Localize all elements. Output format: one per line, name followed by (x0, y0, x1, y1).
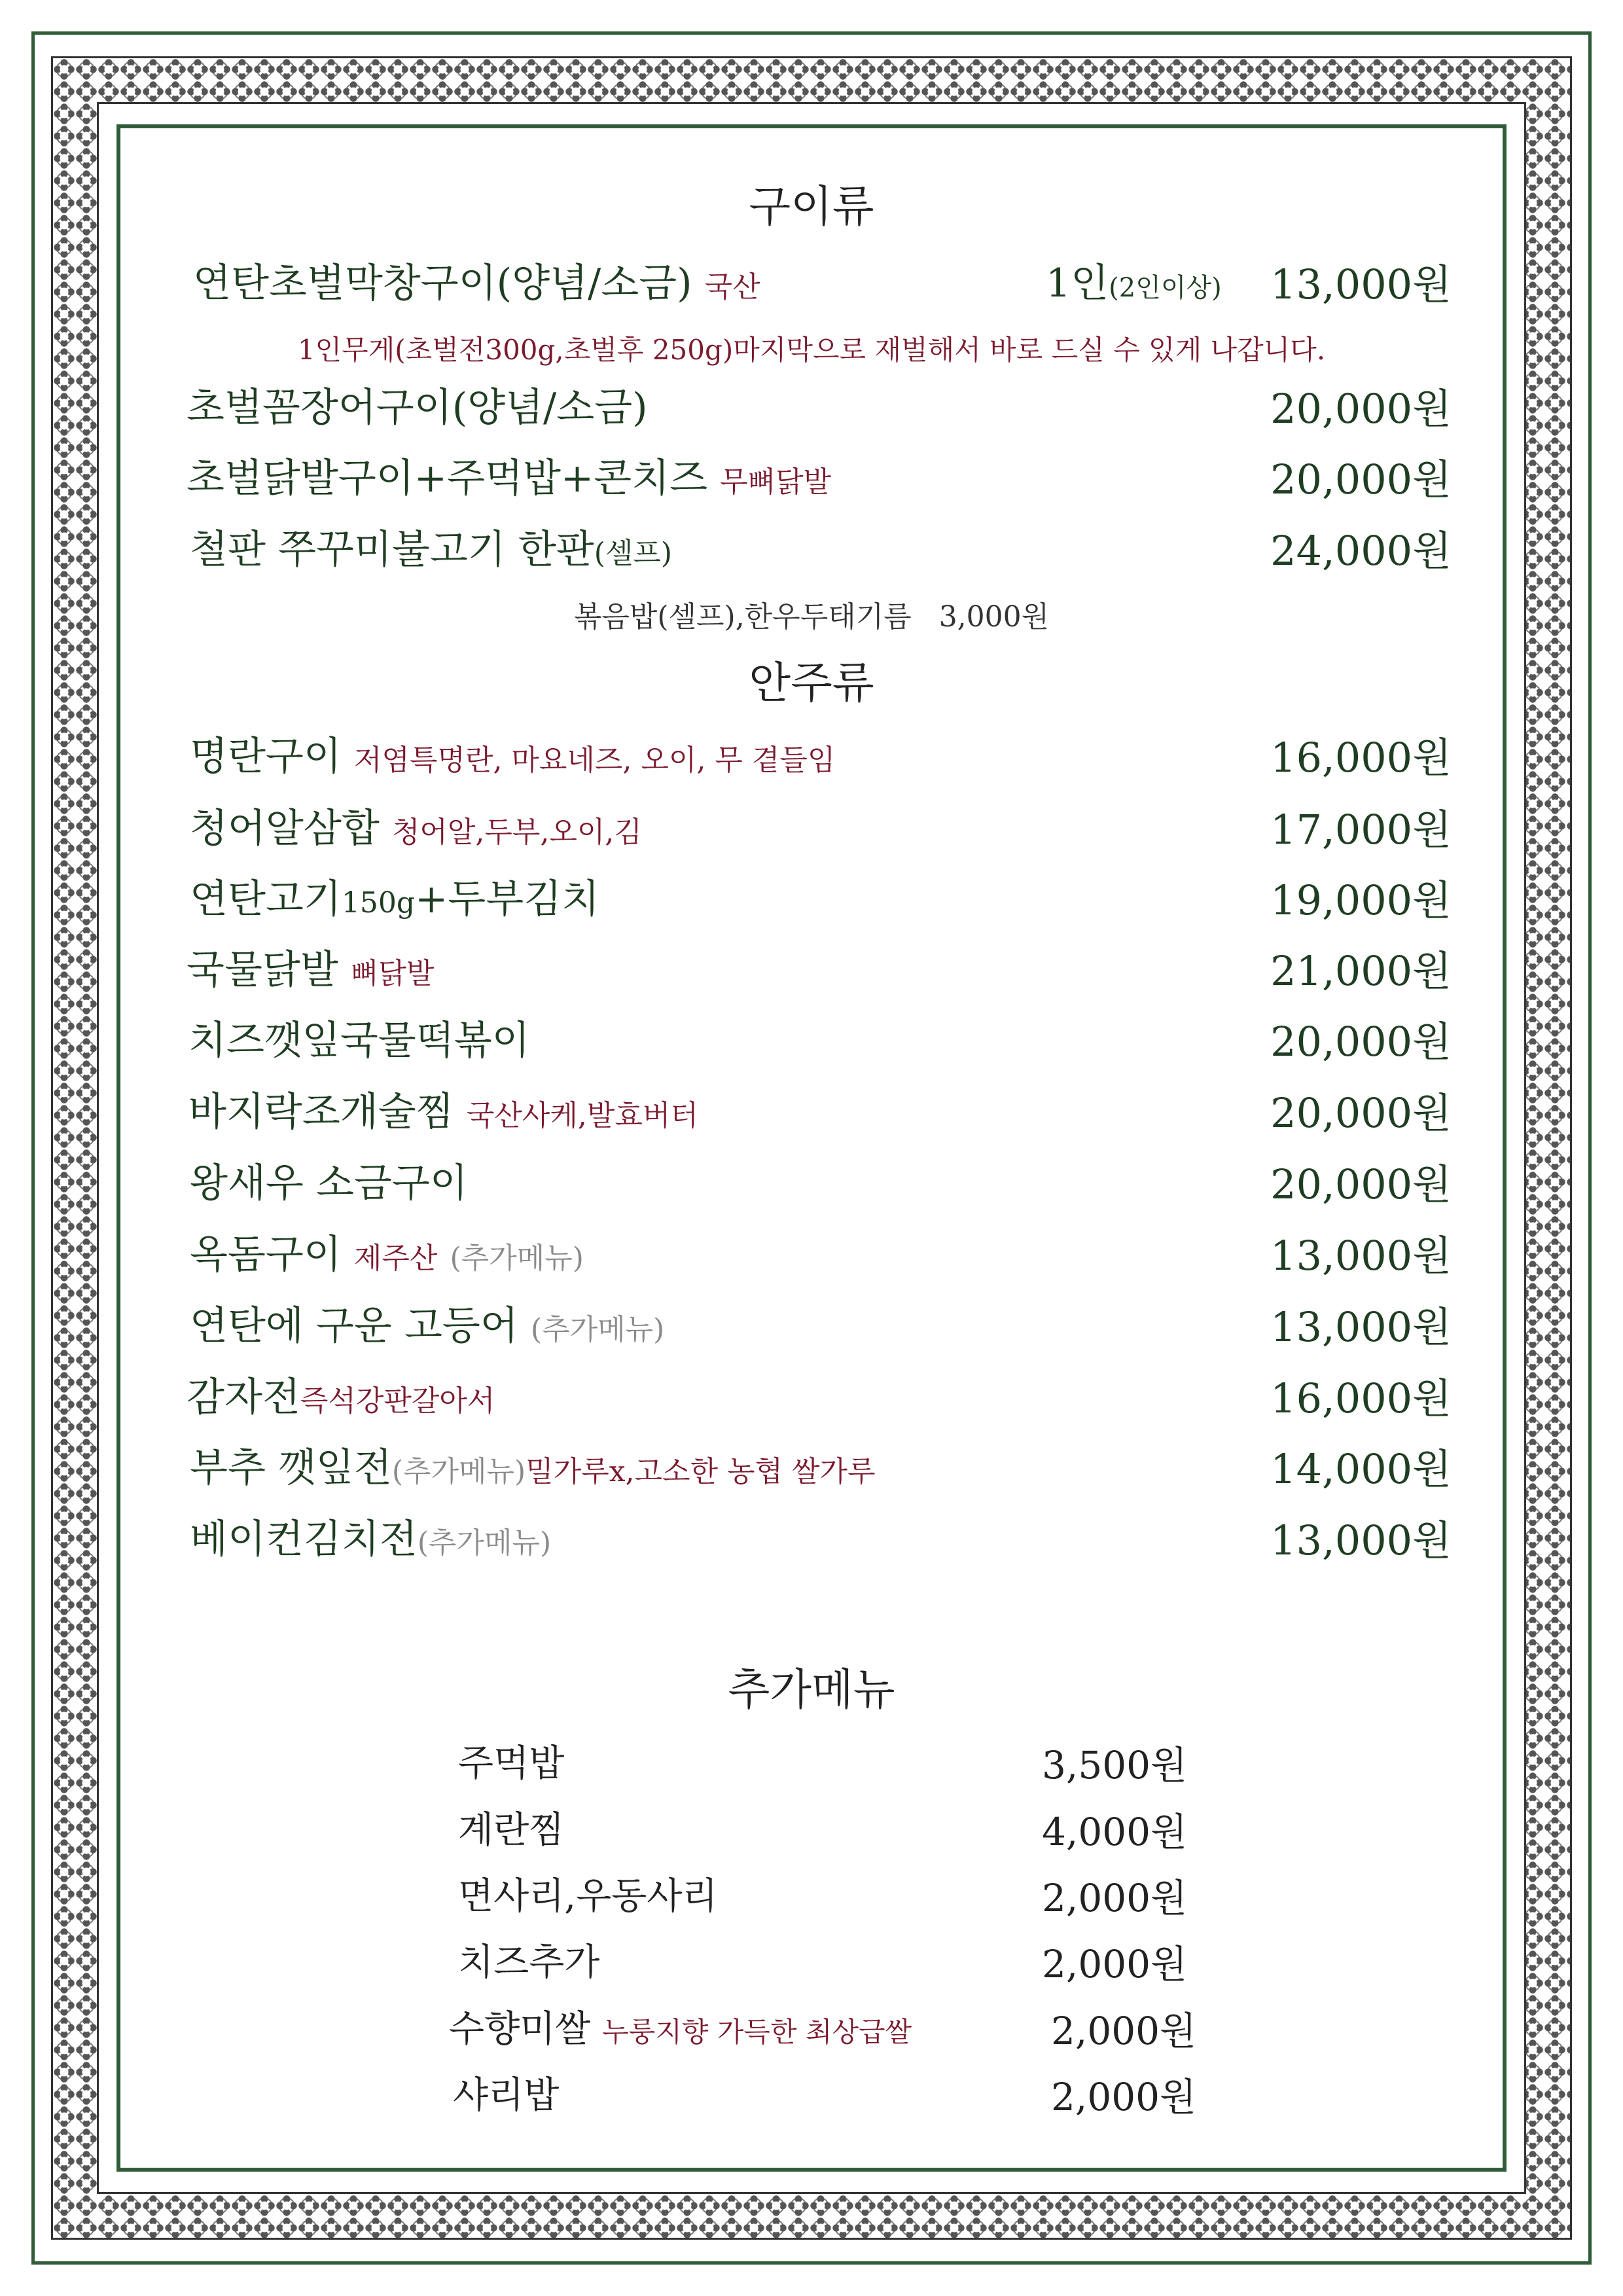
extra-item (449, 2000, 912, 2053)
item-name: 철판 쭈꾸미불고기 한판 (190, 527, 594, 573)
extra-item-price: 2,000원 (1042, 1876, 1188, 1920)
extra-item-name: 면사리,우동사리 (458, 1875, 718, 1918)
item-name: 부추 깻잎전 (190, 1445, 392, 1491)
menu-item (0, 1437, 1623, 1496)
item-tag: (추가메뉴) (450, 1242, 584, 1275)
extra-item-price: 2,000원 (1051, 2075, 1197, 2119)
item-price: 17,000원 (1270, 806, 1452, 853)
item-name: 연탄초벌막창구이(양념/소금) (193, 260, 692, 306)
extras-section-title: 추가메뉴 (728, 1664, 895, 1715)
item-price: 20,000원 (1270, 1160, 1452, 1208)
extra-item-name: 주먹밥 (458, 1742, 565, 1785)
item-price: 20,000원 (1270, 1018, 1452, 1066)
item-note: 국산 (704, 270, 760, 304)
menu-item (0, 868, 1623, 927)
extra-item-price: 2,000원 (1051, 2009, 1197, 2053)
item-price: 20,000원 (1270, 456, 1452, 503)
extra-item-name: 샤리밥 (453, 2074, 560, 2117)
item-note: 즉석강판갈아서 (300, 1384, 495, 1418)
item-serving: 1인(2인이상) (1046, 260, 1222, 306)
item-name: 국물닭발 (187, 947, 338, 993)
menu-item (0, 1009, 1623, 1068)
extra-item-price: 4,000원 (1042, 1810, 1188, 1854)
extra-item-name: 치즈추가 (458, 1941, 600, 1984)
menu-item (0, 725, 1623, 784)
side-note: 볶음밥(셀프),한우두태기름 3,000원 (573, 600, 1050, 634)
item-name: 연탄에 구운 고등어 (190, 1303, 518, 1349)
item-name: 청어알삼합 (190, 806, 380, 852)
menu-item (0, 447, 1623, 506)
item-tag: (추가메뉴) (417, 1526, 552, 1560)
item-price: 13,000원 (1270, 1232, 1452, 1280)
item-note: 밀가루x,고소한 농협 쌀가루 (526, 1455, 876, 1488)
item-name: 베이컨김치전 (190, 1516, 418, 1562)
item-price: 16,000원 (1270, 734, 1452, 781)
extra-item-price: 3,500원 (1042, 1743, 1188, 1787)
menu-item (0, 1152, 1623, 1211)
item-name: 감자전 (187, 1374, 300, 1420)
item-name: 왕새우 소금구이 (190, 1160, 468, 1206)
menu-item (0, 1081, 1623, 1139)
item-price: 20,000원 (1270, 1089, 1452, 1137)
item-price: 14,000원 (1270, 1445, 1452, 1493)
grill-section-title: 구이류 (749, 181, 874, 232)
menu-item (0, 1508, 1623, 1567)
menu-item (0, 1366, 1623, 1425)
item-price: 21,000원 (1270, 947, 1452, 995)
item-price: 20,000원 (1270, 385, 1452, 433)
menu-item (0, 1295, 1623, 1354)
menu-item (0, 797, 1623, 856)
item-note: 국산사케,발효버터 (466, 1099, 698, 1132)
item-note: 저염특명란, 마요네즈, 오이, 무 곁들임 (353, 744, 836, 777)
snacks-section-title: 안주류 (749, 658, 874, 708)
item-price: 13,000원 (1270, 260, 1452, 308)
item-name: 바지락조개술찜 (188, 1089, 454, 1135)
item-name: 치즈깻잎국물떡볶이 (188, 1018, 530, 1064)
menu-item (0, 376, 1623, 435)
item-name: 초벌닭발구이+주먹밥+콘치즈 (187, 456, 708, 501)
menu-item (0, 1223, 1623, 1282)
extra-item-name: 계란찜 (458, 1809, 565, 1852)
menu-item (0, 252, 1623, 311)
item-price: 13,000원 (1270, 1303, 1452, 1351)
item-name: 옥돔구이 (190, 1232, 342, 1278)
item-name: 명란구이 (190, 734, 342, 780)
menu-item (0, 939, 1623, 997)
item-name: 연탄고기150g+두부김치 (190, 876, 600, 922)
item-price: 19,000원 (1270, 876, 1452, 924)
item-note: 청어알,두부,오이,김 (391, 816, 642, 849)
weight-note: 1인무게(초벌전300g,초벌후 250g)마지막으로 재벌해서 바로 드실 수 있게 나갑니다. (297, 334, 1326, 366)
item-note: 제주산 (353, 1242, 438, 1275)
item-price: 24,000원 (1270, 527, 1452, 575)
menu-item (0, 518, 1623, 577)
item-note: (셀프) (594, 537, 673, 570)
item-note: 무뼈닭발 (720, 465, 832, 499)
item-note: 뼈닭발 (350, 957, 435, 990)
item-tag: (추가메뉴) (530, 1313, 665, 1346)
item-tag: (추가메뉴) (391, 1455, 526, 1488)
item-price: 16,000원 (1270, 1374, 1452, 1422)
extra-item-price: 2,000원 (1042, 1942, 1188, 1986)
item-price: 13,000원 (1270, 1516, 1452, 1564)
item-name: 초벌꼼장어구이(양념/소금) (187, 385, 648, 431)
extra-item-name: 수향미쌀 (449, 2008, 591, 2051)
extra-item-note: 누룽지향 가득한 최상급쌀 (602, 2016, 912, 2048)
